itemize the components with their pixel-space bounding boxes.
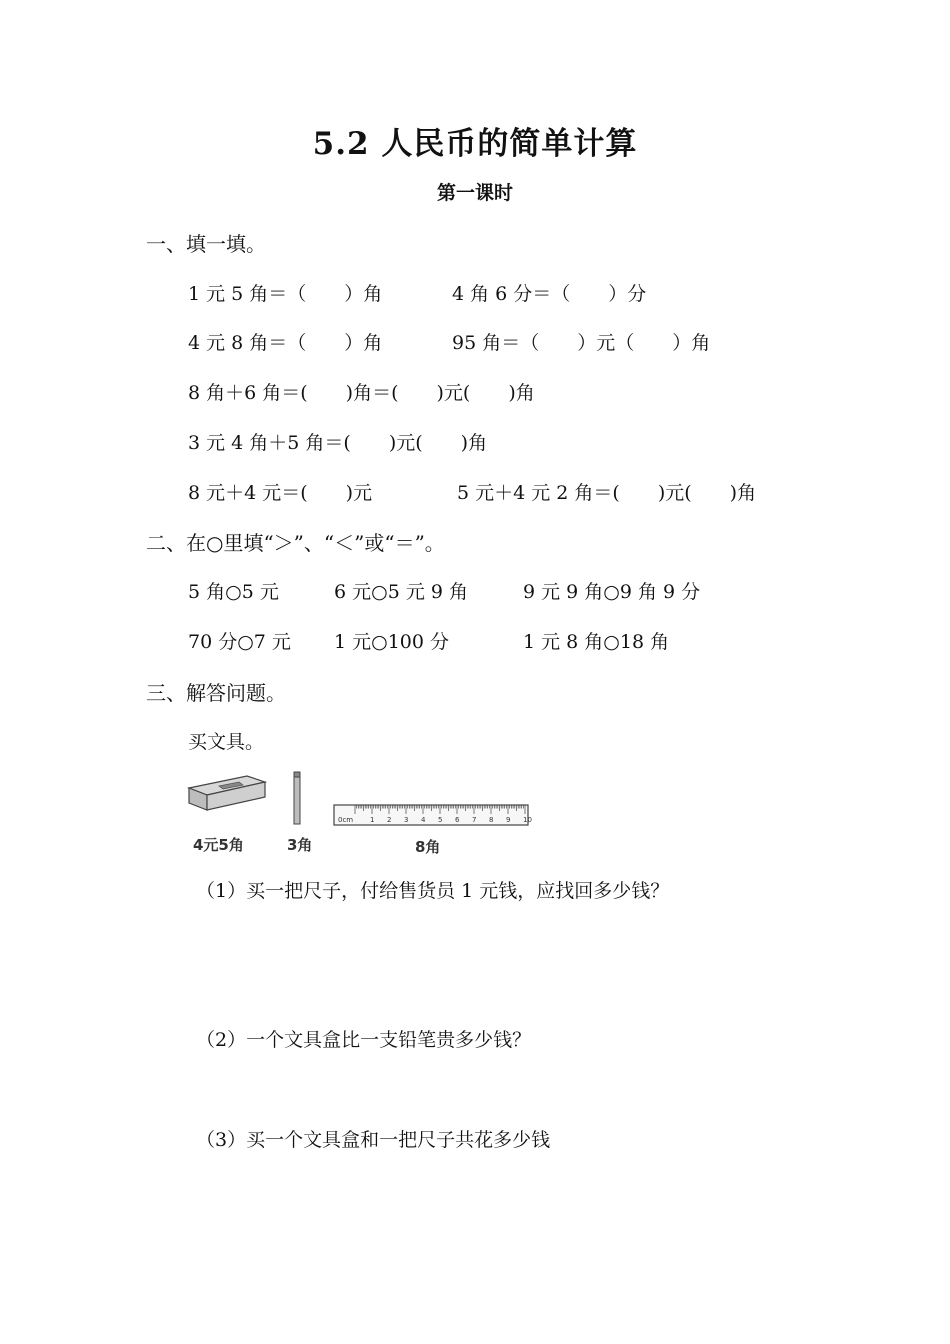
compare-item-1b: 6 元○5 元 9 角 <box>334 581 469 603</box>
compare-item-2b: 1 元○100 分 <box>334 631 450 653</box>
fill-item-4: 3 元 4 角＋5 角＝( )元( )角 <box>188 432 488 454</box>
ruler-number: 7 <box>472 816 477 824</box>
compare-item-2c: 1 元 8 角○18 角 <box>523 631 670 653</box>
page-title: 5.2 人民币的简单计算 <box>312 126 638 162</box>
ruler-number: 1 <box>370 816 375 824</box>
compare-item-1c: 9 元 9 角○9 角 9 分 <box>523 581 701 603</box>
ruler-number: 8 <box>489 816 494 824</box>
section-1-heading: 一、填一填。 <box>146 232 266 256</box>
fill-item-5b: 5 元＋4 元 2 角＝( )元( )角 <box>457 482 757 504</box>
ruler-price: 8角 <box>415 838 441 856</box>
question-2: （2）一个文具盒比一支铅笔贵多少钱？ <box>196 1029 532 1051</box>
fill-item-3: 8 角＋6 角＝( )角＝( )元( )角 <box>188 382 535 404</box>
ruler-number: 9 <box>506 816 511 824</box>
ruler-number: 6 <box>455 816 460 824</box>
fill-item-5a: 8 元＋4 元＝( )元 <box>188 482 373 504</box>
question-3: （3）买一个文具盒和一把尺子共花多少钱 <box>196 1129 551 1151</box>
ruler-number: 10 <box>523 816 532 824</box>
fill-item-2b: 95 角＝（ ）元（ ）角 <box>452 332 711 354</box>
pencil-case-price: 4元5角 <box>193 836 244 854</box>
fill-item-2a: 4 元 8 角＝（ ）角 <box>188 332 383 354</box>
section-2-heading: 二、在○里填“＞”、“＜”或“＝”。 <box>146 531 445 555</box>
section-3-intro: 买文具。 <box>188 731 265 753</box>
ruler-number: 3 <box>404 816 409 824</box>
ruler-number: 4 <box>421 816 426 824</box>
pencil-price: 3角 <box>287 836 313 854</box>
section-3-heading: 三、解答问题。 <box>146 681 286 705</box>
page-subtitle: 第一课时 <box>436 182 513 204</box>
fill-item-1a: 1 元 5 角＝（ ）角 <box>188 283 383 305</box>
compare-item-2a: 70 分○7 元 <box>188 631 291 653</box>
ruler-image <box>334 805 528 825</box>
compare-item-1a: 5 角○5 元 <box>188 581 279 603</box>
question-1: （1）买一把尺子，付给售货员 1 元钱，应找回多少钱？ <box>196 880 670 902</box>
ruler-unit-label: 0cm <box>338 816 354 824</box>
pencil-image <box>294 772 300 824</box>
ruler-number: 5 <box>438 816 443 824</box>
pencil-case-image <box>189 776 265 810</box>
ruler-number: 2 <box>387 816 392 824</box>
fill-item-1b: 4 角 6 分＝（ ）分 <box>452 283 647 305</box>
